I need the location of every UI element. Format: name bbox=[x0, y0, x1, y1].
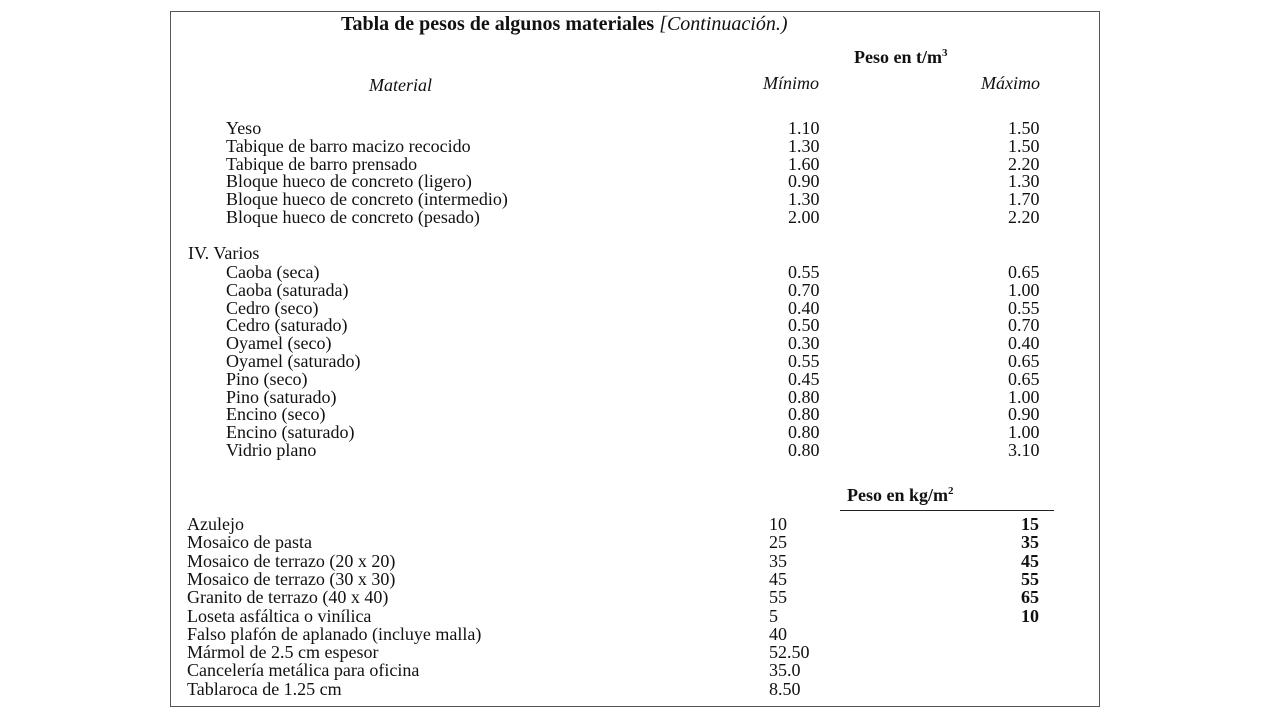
material-name: Caoba (saturada) bbox=[226, 279, 349, 300]
max-value: 0.70 bbox=[1008, 315, 1040, 336]
max-value: 2.20 bbox=[1008, 207, 1040, 227]
max-value: 1.30 bbox=[1008, 171, 1040, 192]
max-value: 1.00 bbox=[1008, 279, 1040, 300]
max-value: 10 bbox=[1021, 605, 1039, 626]
max-value: 0.65 bbox=[1008, 262, 1040, 282]
min-value: 0.80 bbox=[788, 386, 820, 407]
max-value: 35 bbox=[1021, 532, 1039, 553]
material-name: Encino (saturado) bbox=[226, 422, 355, 443]
max-value: 45 bbox=[1021, 550, 1039, 571]
min-value: 1.30 bbox=[788, 189, 820, 210]
min-value: 2.00 bbox=[788, 207, 820, 227]
min-value: 0.80 bbox=[788, 404, 820, 425]
min-value: 52.50 bbox=[769, 642, 810, 663]
unit-area-underline bbox=[840, 510, 1054, 511]
min-value: 1.30 bbox=[788, 135, 820, 156]
material-name: Caoba (seca) bbox=[226, 262, 320, 282]
material-name: Mosaico de terrazo (30 x 30) bbox=[187, 568, 396, 589]
material-name: Encino (seco) bbox=[226, 404, 326, 425]
min-value: 45 bbox=[769, 568, 787, 589]
min-value: 0.80 bbox=[788, 422, 820, 443]
max-value: 0.65 bbox=[1008, 351, 1040, 371]
material-name: Falso plafón de aplanado (incluye malla) bbox=[187, 623, 482, 644]
unit-area-header bbox=[847, 486, 954, 504]
material-name: Bloque hueco de concreto (intermedio) bbox=[226, 189, 508, 210]
material-name: Cancelería metálica para oficina bbox=[187, 660, 420, 681]
min-value: 0.50 bbox=[788, 315, 820, 336]
max-value: 1.70 bbox=[1008, 189, 1040, 210]
section-title-varios: IV. Varios bbox=[188, 243, 260, 263]
material-name: Cedro (seco) bbox=[226, 297, 319, 318]
min-value: 0.80 bbox=[788, 440, 820, 460]
max-value: 1.50 bbox=[1008, 135, 1040, 156]
table-title bbox=[341, 14, 788, 34]
max-value: 55 bbox=[1021, 568, 1039, 589]
min-value: 25 bbox=[769, 532, 787, 553]
unit-volume-text: Peso en t/m bbox=[854, 47, 942, 67]
material-name: Azulejo bbox=[187, 514, 244, 534]
column-header-min: Mínimo bbox=[763, 73, 819, 93]
material-name: Loseta asfáltica o vinílica bbox=[187, 605, 372, 626]
material-name: Oyamel (seco) bbox=[226, 333, 332, 354]
min-value: 0.90 bbox=[788, 171, 820, 192]
min-value: 35.0 bbox=[769, 660, 801, 681]
unit-volume-sup: 3 bbox=[941, 47, 948, 59]
material-name: Cedro (saturado) bbox=[226, 315, 348, 336]
max-value: 0.40 bbox=[1008, 333, 1040, 354]
material-name: Bloque hueco de concreto (ligero) bbox=[226, 171, 472, 192]
material-name: Mármol de 2.5 cm espesor bbox=[187, 642, 379, 663]
unit-area-text: Peso en kg/m bbox=[847, 485, 948, 505]
unit-area-sup: 2 bbox=[948, 485, 954, 497]
max-value: 1.00 bbox=[1008, 386, 1040, 407]
material-name: Bloque hueco de concreto (pesado) bbox=[226, 207, 480, 227]
column-header-max: Máximo bbox=[981, 73, 1040, 93]
max-value: 1.50 bbox=[1008, 118, 1040, 138]
min-value: 5 bbox=[769, 605, 778, 626]
max-value: 0.55 bbox=[1008, 297, 1040, 318]
max-value: 65 bbox=[1021, 587, 1039, 608]
title-continuation: [Continuación.) bbox=[659, 13, 788, 35]
material-name: Mosaico de terrazo (20 x 20) bbox=[187, 550, 396, 571]
min-value: 1.10 bbox=[788, 118, 820, 138]
min-value: 10 bbox=[769, 514, 787, 534]
max-value: 2.20 bbox=[1008, 153, 1040, 174]
min-value: 0.55 bbox=[788, 351, 820, 371]
material-name: Pino (saturado) bbox=[226, 386, 337, 407]
material-name: Tablaroca de 1.25 cm bbox=[187, 678, 342, 699]
material-name: Yeso bbox=[226, 118, 262, 138]
min-value: 0.30 bbox=[788, 333, 820, 354]
column-header-material: Material bbox=[369, 75, 432, 95]
max-value: 1.00 bbox=[1008, 422, 1040, 443]
document-page bbox=[170, 11, 1100, 707]
max-value: 0.90 bbox=[1008, 404, 1040, 425]
title-text: Tabla de pesos de algunos materiales bbox=[341, 13, 655, 35]
min-value: 0.55 bbox=[788, 262, 820, 282]
min-value: 55 bbox=[769, 587, 787, 608]
max-value: 15 bbox=[1021, 514, 1039, 534]
min-value: 1.60 bbox=[788, 153, 820, 174]
min-value: 0.40 bbox=[788, 297, 820, 318]
material-name: Granito de terrazo (40 x 40) bbox=[187, 587, 389, 608]
material-name: Mosaico de pasta bbox=[187, 532, 312, 553]
material-name: Oyamel (saturado) bbox=[226, 351, 361, 371]
min-value: 8.50 bbox=[769, 678, 801, 699]
max-value: 3.10 bbox=[1008, 440, 1040, 460]
min-value: 40 bbox=[769, 623, 787, 644]
max-value: 0.65 bbox=[1008, 368, 1040, 389]
material-name: Pino (seco) bbox=[226, 368, 308, 389]
min-value: 0.70 bbox=[788, 279, 820, 300]
min-value: 35 bbox=[769, 550, 787, 571]
material-name: Tabique de barro prensado bbox=[226, 153, 418, 174]
material-name: Tabique de barro macizo recocido bbox=[226, 135, 471, 156]
unit-volume-header bbox=[854, 48, 947, 66]
material-name: Vidrio plano bbox=[226, 440, 317, 460]
min-value: 0.45 bbox=[788, 368, 820, 389]
